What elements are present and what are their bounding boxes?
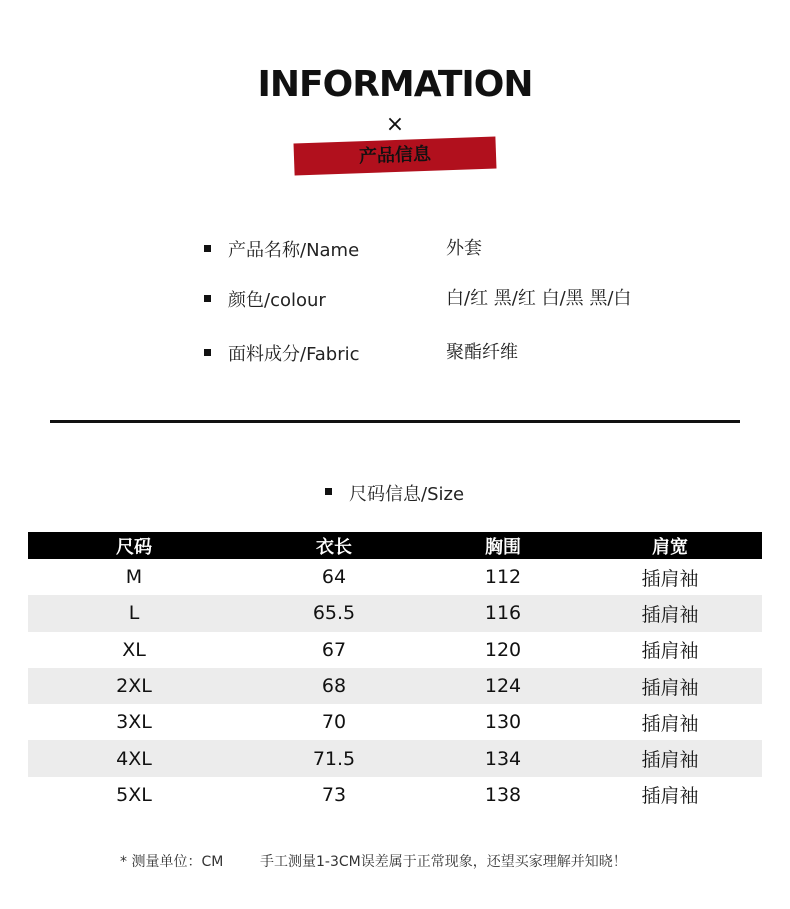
cell-shoulder: 插肩袖 [641,567,699,590]
multiply-icon: × [385,112,405,137]
table-row [28,632,762,668]
cell-length: 71.5 [240,740,428,776]
cell-size: XL [122,638,146,661]
square-bullet-icon [204,245,211,252]
cell-length: 68 [240,668,428,704]
square-bullet-icon [204,295,211,302]
page-title: INFORMATION [257,64,533,105]
cell-chest: 112 [484,566,522,589]
table-row [28,704,762,740]
product-info-banner: 产品信息 [294,136,497,175]
table-row [28,740,762,776]
table-header-row [28,532,762,559]
table-row [28,559,762,595]
info-label-colour: 颜色/colour [228,290,326,311]
table-row [28,668,762,704]
cell-length: 73 [321,783,347,806]
cell-chest: 130 [484,711,522,734]
cell-shoulder: 插肩袖 [578,740,762,776]
cell-size: 3XL [116,711,152,734]
unit-note: * 测量单位：CM [120,854,224,870]
cell-chest: 116 [428,595,578,631]
size-heading-label: 尺码信息/Size [349,484,465,505]
column-header-size: 尺码 [28,532,240,559]
column-header-chest: 胸围 [428,532,578,559]
cell-shoulder: 插肩袖 [641,785,699,808]
cell-chest: 120 [484,638,522,661]
cell-shoulder: 插肩袖 [578,668,762,704]
cell-chest: 124 [428,668,578,704]
section-divider [50,420,740,423]
column-header-shoulder: 肩宽 [578,532,762,559]
square-bullet-icon [204,349,211,356]
cell-shoulder: 插肩袖 [578,595,762,631]
cell-size: 2XL [28,668,240,704]
info-value-colour: 白/红 黑/红 白/黑 黑/白 [446,288,632,309]
cell-chest: 134 [428,740,578,776]
table-row [28,777,762,813]
info-label-name: 产品名称/Name [228,240,360,261]
measurement-note: 手工测量1-3CM误差属于正常现象，还望买家理解并知晓！ [260,854,627,870]
cell-size: M [125,566,143,589]
column-header-length: 衣长 [240,532,428,559]
cell-length: 64 [321,566,347,589]
cell-chest: 138 [484,783,522,806]
cell-size: 5XL [116,783,152,806]
cell-length: 67 [321,638,347,661]
cell-shoulder: 插肩袖 [641,640,699,663]
info-value-name: 外套 [446,238,482,259]
cell-size: L [28,595,240,631]
size-table [28,532,762,813]
cell-length: 65.5 [240,595,428,631]
square-bullet-icon [325,488,332,495]
cell-shoulder: 插肩袖 [641,712,699,735]
table-row [28,595,762,631]
cell-length: 70 [321,711,347,734]
cell-size: 4XL [28,740,240,776]
info-value-fabric: 聚酯纤维 [446,342,518,363]
info-label-fabric: 面料成分/Fabric [228,344,360,365]
